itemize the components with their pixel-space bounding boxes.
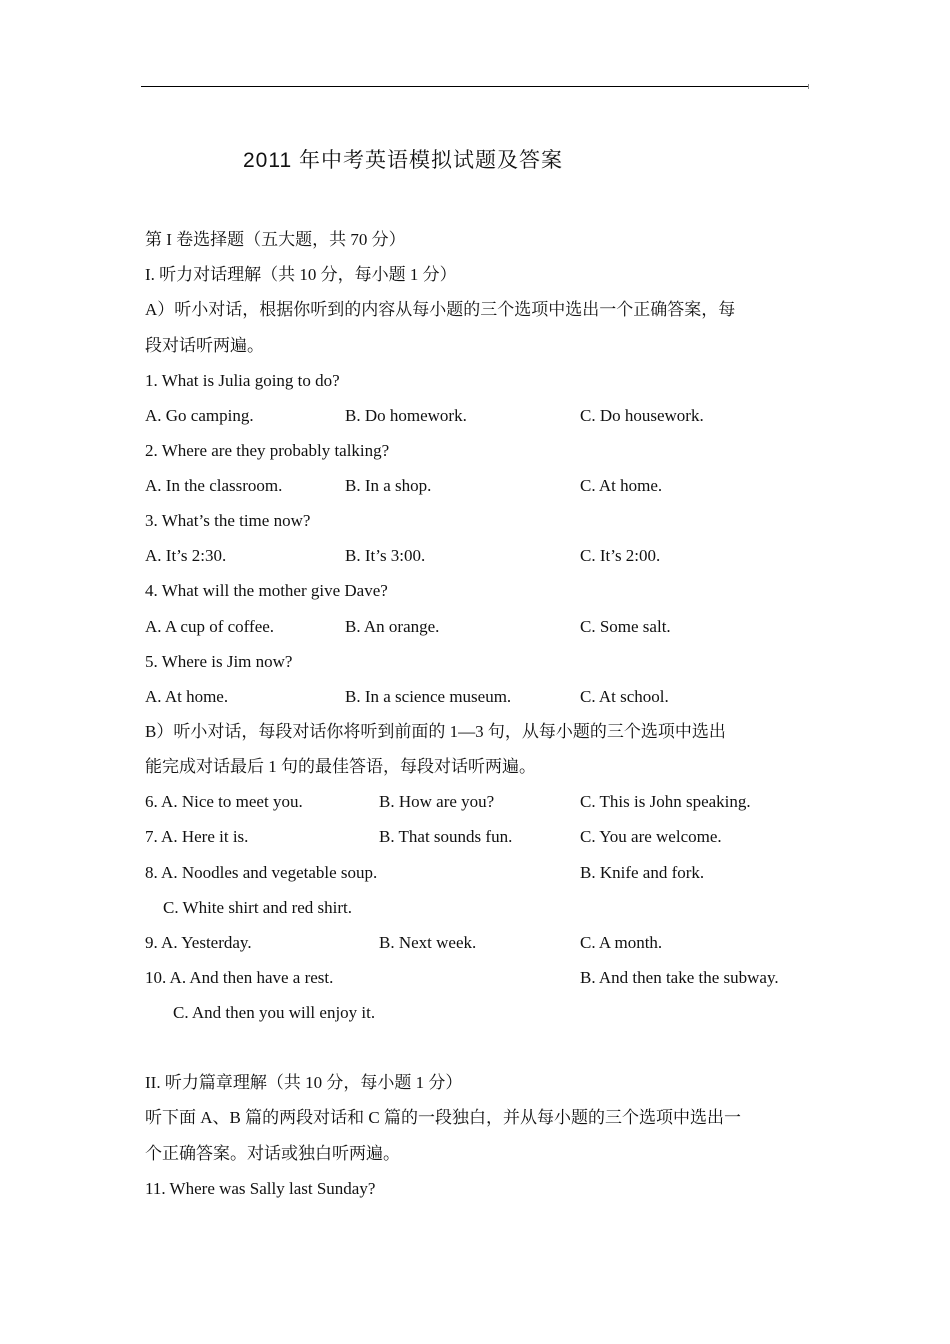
options-4 (145, 616, 845, 638)
page-title: 2011 年中考英语模拟试题及答案 (243, 149, 563, 172)
question-5: 5. Where is Jim now? (145, 652, 293, 671)
option-b: B. It’s 3:00. (345, 546, 426, 565)
options-8 (145, 862, 845, 884)
option-c: C. It’s 2:00. (580, 546, 661, 565)
option-a: A. A cup of coffee. (145, 617, 275, 636)
option-a: 9. A. Yesterday. (145, 933, 252, 952)
option-c: C. You are welcome. (580, 827, 722, 846)
option-c: C. At school. (580, 687, 669, 706)
options-1 (145, 405, 845, 427)
partB-instruction-line1: B）听小对话，每段对话你将听到前面的 1—3 句，从每小题的三个选项中选出 (145, 722, 726, 741)
options-9 (145, 932, 845, 954)
options-5 (145, 686, 845, 708)
option-c: C. Do housework. (580, 406, 704, 425)
option-a: 10. A. And then have a rest. (145, 968, 334, 987)
partA-instruction-line2: 段对话听两遍。 (145, 336, 264, 355)
option-a: A. Go camping. (145, 406, 254, 425)
option-b: B. And then take the subway. (580, 968, 779, 987)
option-a: 8. A. Noodles and vegetable soup. (145, 863, 378, 882)
option-a: A. At home. (145, 687, 229, 706)
header-rule-tick (808, 84, 809, 89)
options-10 (145, 967, 845, 989)
option-b: B. That sounds fun. (379, 827, 513, 846)
option-c: C. This is John speaking. (580, 792, 751, 811)
question-4: 4. What will the mother give Dave? (145, 581, 388, 600)
question-1: 1. What is Julia going to do? (145, 371, 340, 390)
options-6 (145, 791, 845, 813)
option-b: B. Next week. (379, 933, 477, 952)
option-b: B. Knife and fork. (580, 863, 705, 882)
option-b: B. Do homework. (345, 406, 467, 425)
option-a: 6. A. Nice to meet you. (145, 792, 303, 811)
option-c: C. Some salt. (580, 617, 671, 636)
question-2: 2. Where are they probably talking? (145, 441, 390, 460)
partA-instruction-line1: A）听小对话，根据你听到的内容从每小题的三个选项中选出一个正确答案，每 (145, 300, 736, 319)
part1-title: I. 听力对话理解（共 10 分，每小题 1 分） (145, 265, 457, 284)
partB-instruction-line2: 能完成对话最后 1 句的最佳答语，每段对话听两遍。 (145, 757, 536, 776)
question-3: 3. What’s the time now? (145, 511, 311, 530)
question-11: 11. Where was Sally last Sunday? (145, 1179, 376, 1198)
options-7 (145, 826, 845, 848)
part2-instruction-line1: 听下面 A、B 篇的两段对话和 C 篇的一段独白，并从每小题的三个选项中选出一 (145, 1108, 741, 1127)
section-header: 第 I 卷选择题（五大题，共 70 分） (145, 230, 406, 249)
option-b: B. In a shop. (345, 476, 432, 495)
part2-title: II. 听力篇章理解（共 10 分，每小题 1 分） (145, 1073, 463, 1092)
option-b: B. An orange. (345, 617, 440, 636)
options-2 (145, 475, 845, 497)
option-a: 7. A. Here it is. (145, 827, 249, 846)
option-c: C. At home. (580, 476, 663, 495)
option-8c: C. White shirt and red shirt. (163, 898, 353, 917)
option-c: C. A month. (580, 933, 663, 952)
options-3 (145, 545, 845, 567)
option-b: B. In a science museum. (345, 687, 512, 706)
part2-instruction-line2: 个正确答案。对话或独白听两遍。 (145, 1144, 400, 1163)
option-a: A. It’s 2:30. (145, 546, 227, 565)
option-a: A. In the classroom. (145, 476, 283, 495)
option-b: B. How are you? (379, 792, 495, 811)
option-10c: C. And then you will enjoy it. (173, 1003, 376, 1022)
header-rule (141, 86, 809, 87)
